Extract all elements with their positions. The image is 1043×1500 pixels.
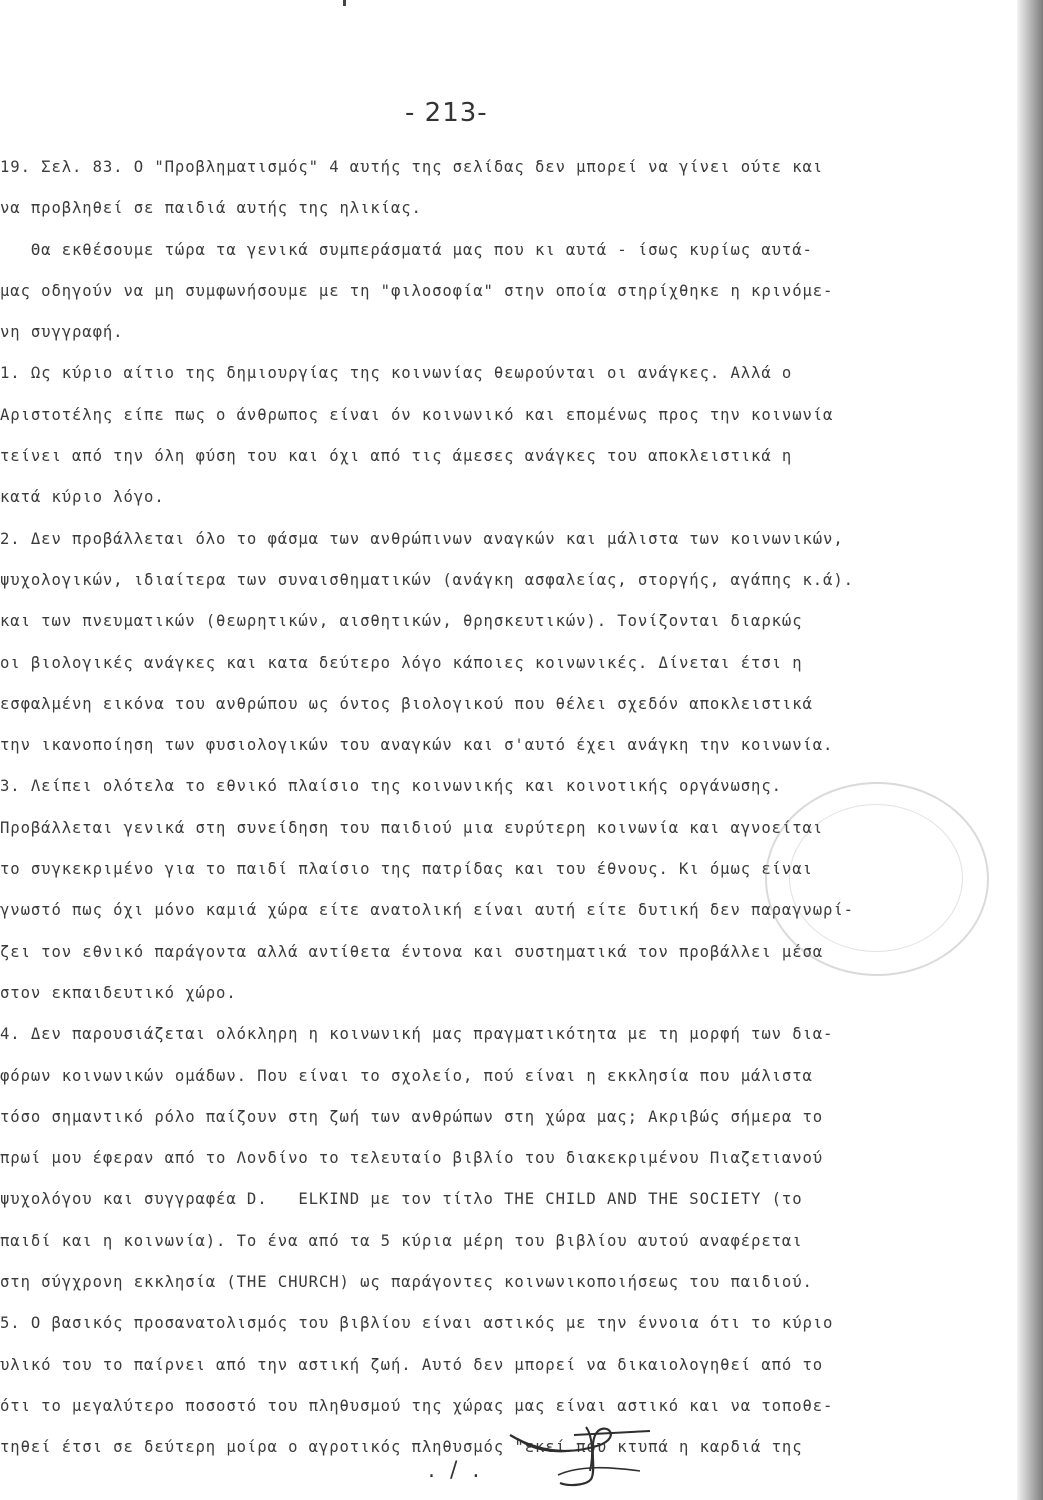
text-line: μας οδηγούν να μη συμφωνήσουμε με τη "φιλοσοφία" στην οποία στηρίχθηκε η κρινόμε-	[0, 281, 834, 300]
text-line: πρωί μου έφεραν από το Λονδίνο το τελευταίο βιβλίο του διακεκριμένου Πιαζετιανού	[0, 1149, 824, 1168]
text-line: ζει τον εθνικό παράγοντα αλλά αντίθετα έντονα και συστηματικά τον προβάλλει μέσα	[0, 942, 824, 961]
stamp-inner-ring	[789, 804, 963, 952]
text-line: 1. Ως κύριο αίτιο της δημιουργίας της κοινωνίας θεωρούνται οι ανάγκες. Αλλά ο	[0, 364, 793, 383]
scan-mark	[343, 0, 346, 6]
text-line: οι βιολογικές ανάγκες και κατα δεύτερο λόγο κάποιες κοινωνικές. Δίνεται έτσι η	[0, 653, 803, 672]
text-line: ψυχολογικών, ιδιαίτερα των συναισθηματικών (ανάγκη ασφαλείας, στοργής, αγάπης κ.ά).	[0, 570, 854, 589]
text-line: υλικό του το παίρνει από την αστική ζωή. Αυτό δεν μπορεί να δικαιολογηθεί από το	[0, 1355, 824, 1374]
text-line: τόσο σημαντικό ρόλο παίζουν στη ζωή των ανθρώπων στη χώρα μας; Ακριβώς σήμερα το	[0, 1107, 824, 1126]
text-line: και των πνευματικών (θεωρητικών, αισθητικών, θρησκευτικών). Τονίζονται διαρκώς	[0, 612, 803, 631]
text-line: τείνει από την όλη φύση του και όχι από τις άμεσες ανάγκες του αποκλειστικά η	[0, 447, 793, 466]
signature-mark	[500, 1405, 660, 1495]
text-line: Θα εκθέσουμε τώρα τα γενικά συμπεράσματά μας που κι αυτά - ίσως κυρίως αυτά-	[0, 240, 813, 259]
text-line: φόρων κοινωνικών ομάδων. Που είναι το σχολείο, πού είναι η εκκλησία που μάλιστα	[0, 1066, 813, 1085]
text-line: ψυχολόγου και συγγραφέα D. ELKIND με τον τίτλο THE CHILD AND THE SOCIETY (το	[0, 1190, 803, 1209]
text-line: Προβάλλεται γενικά στη συνείδηση του παιδιού μια ευρύτερη κοινωνία και αγνοείται	[0, 818, 824, 837]
text-line: ότι το μεγαλύτερο ποσοστό του πληθυσμού της χώρας μας είναι αστικό και να τοποθε-	[0, 1396, 834, 1415]
text-line: κατά κύριο λόγο.	[0, 488, 165, 507]
continuation-mark: . / .	[428, 1458, 484, 1483]
text-line: στον εκπαιδευτικό χώρο.	[0, 983, 237, 1002]
text-line: στη σύγχρονη εκκλησία (THE CHURCH) ως παράγοντες κοινωνικοποιήσεως του παιδιού.	[0, 1273, 813, 1292]
text-line: 3. Λείπει ολότελα το εθνικό πλαίσιο της κοινωνικής και κοινοτικής οργάνωσης.	[0, 777, 782, 796]
text-line: τηθεί έτσι σε δεύτερη μοίρα ο αγροτικός πληθυσμός "εκεί που κτυπά η καρδιά της	[0, 1438, 803, 1457]
text-line: εσφαλμένη εικόνα του ανθρώπου ως όντος βιολογικού που θέλει σχεδόν αποκλειστικά	[0, 694, 813, 713]
binding-edge	[1017, 0, 1043, 1500]
text-line: παιδί και η κοινωνία). Το ένα από τα 5 κύρια μέρη του βιβλίου αυτού αναφέρεται	[0, 1231, 803, 1250]
page-number: - 213-	[405, 98, 488, 128]
text-line: την ικανοποίηση των φυσιολογικών του αναγκών και σ'αυτό έχει ανάγκη την κοινωνία.	[0, 736, 834, 755]
text-line: Αριστοτέλης είπε πως ο άνθρωπος είναι όν κοινωνικό και επομένως προς την κοινωνία	[0, 405, 834, 424]
text-line: 2. Δεν προβάλλεται όλο το φάσμα των ανθρώπινων αναγκών και μάλιστα των κοινωνικών,	[0, 529, 844, 548]
text-line: 19. Σελ. 83. Ο "Προβληματισμός" 4 αυτής της σελίδας δεν μπορεί να γίνει ούτε και	[0, 158, 824, 176]
text-line: να προβληθεί σε παιδιά αυτής της ηλικίας.	[0, 199, 422, 218]
text-line: το συγκεκριμένο για το παιδί πλαίσιο της πατρίδας και του έθνους. Κι όμως είναι	[0, 860, 813, 879]
text-line: γνωστό πως όχι μόνο καμιά χώρα είτε ανατολική είναι αυτή είτε δυτική δεν παραγνωρί-	[0, 901, 854, 920]
text-line: 4. Δεν παρουσιάζεται ολόκληρη η κοινωνική μας πραγματικότητα με τη μορφή των δια-	[0, 1025, 834, 1044]
stamp-mark	[765, 782, 989, 976]
text-line: 5. Ο βασικός προσανατολισμός του βιβλίου είναι αστικός με την έννοια ότι το κύριο	[0, 1314, 834, 1333]
text-line: νη συγγραφή.	[0, 323, 124, 342]
